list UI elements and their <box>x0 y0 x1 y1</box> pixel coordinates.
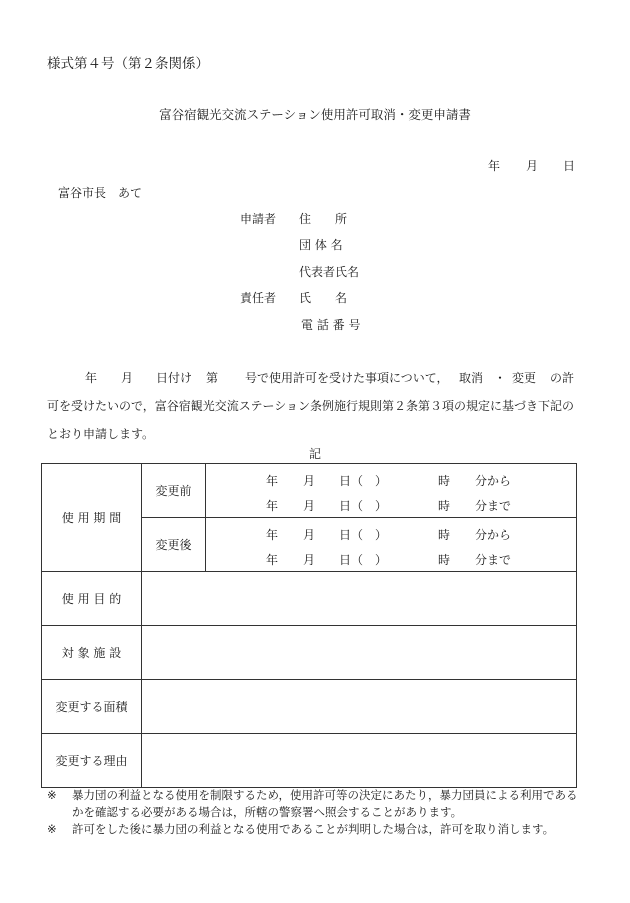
month-label: 月 <box>303 474 316 488</box>
date-month-label: 月 <box>526 159 539 173</box>
before-change-label: 変更前 <box>142 464 206 518</box>
applicant-group-label: 団 体 名 <box>299 238 343 252</box>
hour-label: 時 <box>438 553 451 567</box>
usage-purpose-field[interactable] <box>142 572 577 626</box>
body-line1-end: の許 <box>550 371 575 385</box>
day-weekday-label: 日（ ） <box>339 499 388 513</box>
month-label: 月 <box>303 553 316 567</box>
year-label: 年 <box>266 474 279 488</box>
responsible-label: 責任者 <box>240 291 277 305</box>
body-number-prefix: 第 <box>206 371 219 385</box>
request-statement-line-3: とおり申請します。 <box>47 427 155 441</box>
body-cancel-option: 取消 <box>459 371 484 385</box>
responsible-name-label: 氏 名 <box>299 291 348 305</box>
hour-label: 時 <box>438 474 451 488</box>
usage-purpose-label: 使 用 目 的 <box>42 572 142 626</box>
before-change-period[interactable] <box>206 464 577 518</box>
year-label: 年 <box>266 499 279 513</box>
year-label: 年 <box>266 553 279 567</box>
after-period-from-line <box>206 526 576 542</box>
day-weekday-label: 日（ ） <box>339 528 388 542</box>
body-number-suffix: 号で使用許可を受けた事項について， <box>245 371 449 385</box>
responsible-phone-label: 電 話 番 号 <box>301 318 361 332</box>
before-period-from-line <box>206 472 576 488</box>
target-facility-label: 対 象 施 設 <box>42 626 142 680</box>
after-period-to-line <box>206 551 576 567</box>
minute-from-label: 分から <box>475 528 512 542</box>
usage-period-label: 使 用 期 間 <box>42 464 142 572</box>
changed-area-label: 変更する面積 <box>42 680 142 734</box>
document-title: 富谷宿観光交流ステーション使用許可取消・変更申請書 <box>159 107 471 122</box>
request-statement <box>47 364 587 448</box>
minute-from-label: 分から <box>475 474 512 488</box>
day-weekday-label: 日（ ） <box>339 553 388 567</box>
body-year: 年 <box>85 371 98 385</box>
minute-to-label: 分まで <box>475 553 512 567</box>
minute-to-label: 分まで <box>475 499 512 513</box>
note-item <box>44 821 589 838</box>
month-label: 月 <box>303 499 316 513</box>
request-statement-line-2: 可を受けたいので，富谷宿観光交流ステーション条例施行規則第２条第３項の規定に基づき下記の <box>47 399 575 413</box>
target-facility-field[interactable] <box>142 626 577 680</box>
applicant-representative-label: 代表者氏名 <box>299 265 360 279</box>
note-item <box>44 787 589 821</box>
date-year-label: 年 <box>488 159 501 173</box>
notes <box>44 787 589 838</box>
change-reason-field[interactable] <box>142 734 577 788</box>
month-label: 月 <box>303 528 316 542</box>
body-change-option: 変更 <box>512 371 537 385</box>
change-reason-label: 変更する理由 <box>42 734 142 788</box>
body-month: 月 <box>121 371 134 385</box>
date-day-label: 日 <box>563 159 576 173</box>
hour-label: 時 <box>438 528 451 542</box>
year-label: 年 <box>266 528 279 542</box>
day-weekday-label: 日（ ） <box>339 474 388 488</box>
addressee: 富谷市長 あて <box>58 186 143 200</box>
note-text: 暴力団の利益となる使用を制限するため，使用許可等の決定にあたり，暴力団員による利用であるかを確認する必要がある場合は，所轄の警察署へ照会することがあります。 <box>72 788 578 819</box>
after-change-period[interactable] <box>206 518 577 572</box>
ki-heading: 記 <box>308 447 321 461</box>
body-day: 日付け <box>156 371 193 385</box>
after-change-label: 変更後 <box>142 518 206 572</box>
applicant-label: 申請者 <box>240 212 277 226</box>
hour-label: 時 <box>438 499 451 513</box>
note-mark: ※ <box>47 822 57 836</box>
form-number: 様式第４号（第２条関係） <box>47 56 209 72</box>
request-statement-line-1 <box>47 364 587 392</box>
application-table <box>41 463 577 788</box>
body-option-separator: ・ <box>494 371 507 385</box>
before-period-to-line <box>206 497 576 513</box>
applicant-address-label: 住 所 <box>299 212 348 226</box>
changed-area-field[interactable] <box>142 680 577 734</box>
note-mark: ※ <box>47 788 57 802</box>
note-text: 許可をした後に暴力団の利益となる使用であることが判明した場合は，許可を取り消します。 <box>72 822 555 836</box>
